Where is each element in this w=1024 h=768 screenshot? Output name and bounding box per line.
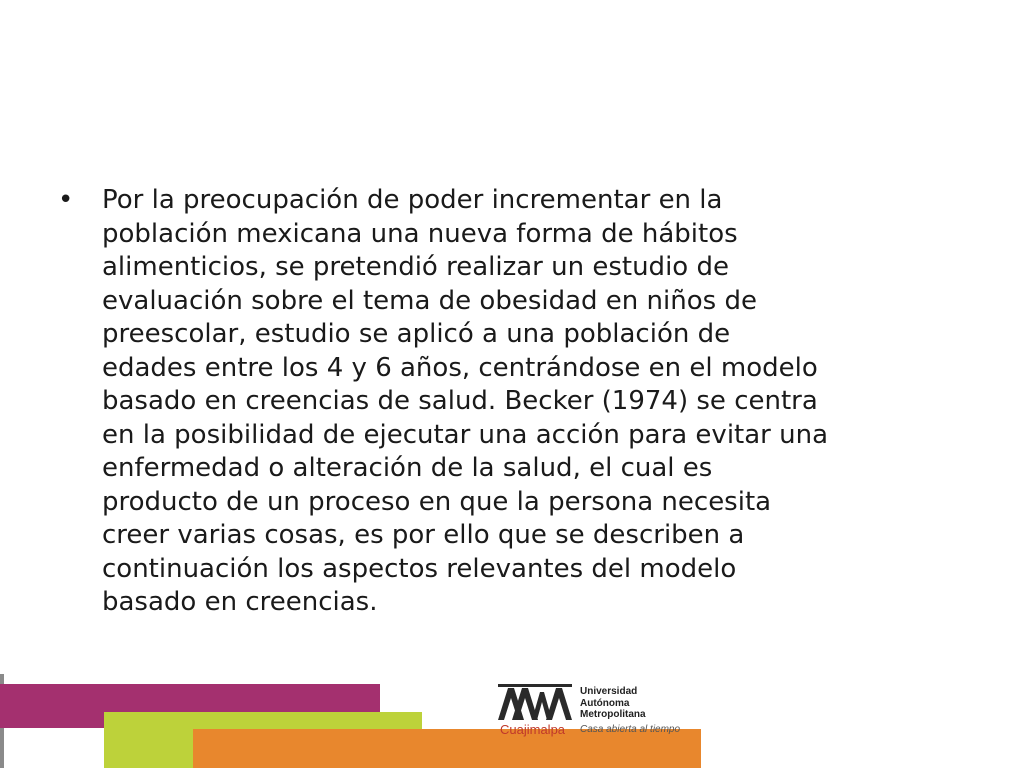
bullet-line: evaluación sobre el tema de obesidad en niños de <box>102 285 757 316</box>
uam-logo-icon <box>498 684 572 720</box>
logo-institution-line: Universidad <box>580 686 638 697</box>
bullet-line: preescolar, estudio se aplicó a una población de <box>102 319 731 349</box>
bullet-line: Por la preocupación de poder incrementar en la <box>102 185 723 215</box>
logo-institution-line: Metropolitana <box>580 709 646 720</box>
bullet-marker: • <box>58 185 74 215</box>
slide-content <box>56 184 976 620</box>
bullet-line: población mexicana una nueva forma de hábitos <box>102 218 738 249</box>
bullet-line: edades entre los 4 y 6 años, centrándose en el modelo <box>102 352 818 383</box>
bullet-line: enfermedad o alteración de la salud, el cual es <box>102 453 713 483</box>
bullet-line: continuación los aspectos relevantes del modelo <box>102 553 737 584</box>
bullet-line: creer varias cosas, es por ello que se describen a <box>102 520 745 550</box>
bullet-line: basado en creencias de salud. Becker (1974) se centra <box>102 386 818 416</box>
bullet-line: en la posibilidad de ejecutar una acción para evitar una <box>102 419 829 450</box>
bullet-line: basado en creencias. <box>102 587 378 617</box>
bullet-paragraph <box>102 184 976 620</box>
logo-institution-line: Autónoma <box>580 697 630 709</box>
bullet-line: alimenticios, se pretendió realizar un estudio de <box>102 252 729 282</box>
bullet-list <box>56 184 976 620</box>
logo-sub-label: Cuajimalpa <box>500 722 566 737</box>
logo-institution-name <box>580 686 646 721</box>
logo-tagline: Casa abierta al tiempo <box>580 724 681 735</box>
bullet-line: producto de un proceso en que la persona necesita <box>102 486 772 517</box>
bullet-item <box>56 184 976 620</box>
university-logo <box>498 684 698 740</box>
